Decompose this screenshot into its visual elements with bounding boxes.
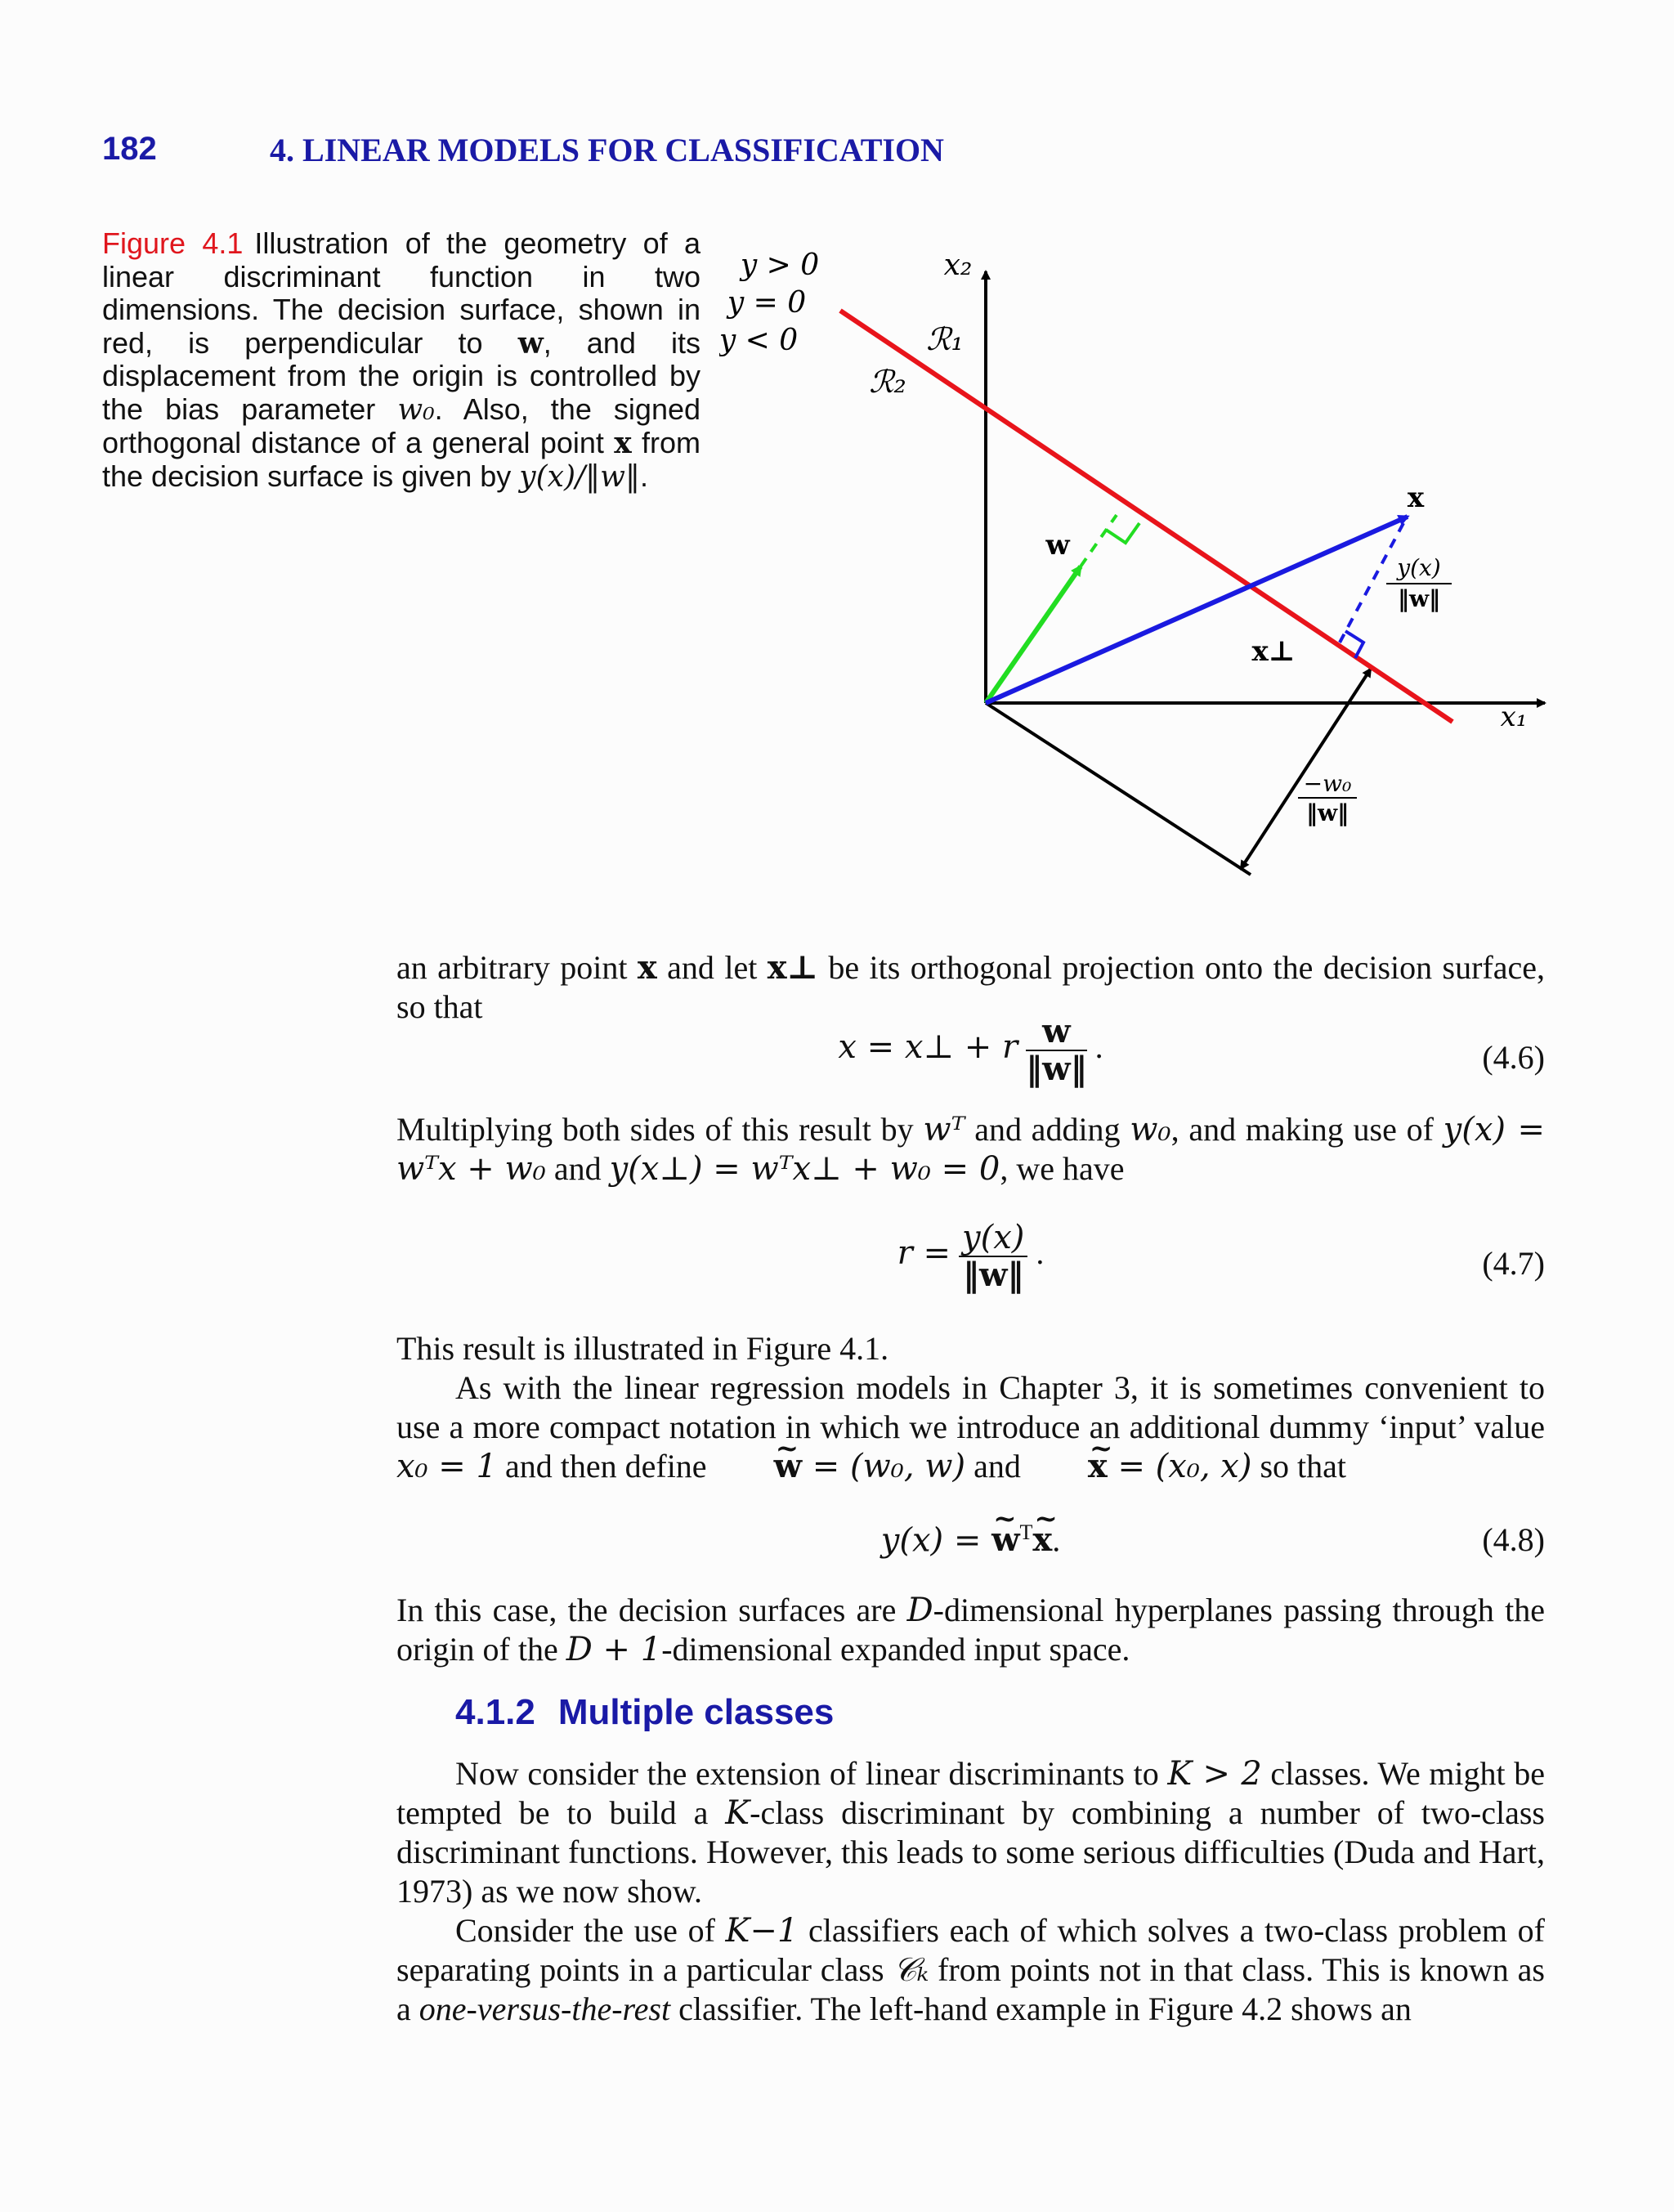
text-run: This result is illustrated in Figure 4.1. (396, 1330, 889, 1367)
inline-math: = (x₀, x) (1107, 1448, 1252, 1485)
label-x1: x₁ (1500, 701, 1528, 733)
inline-math: wᵀ (923, 1111, 965, 1149)
paragraph (396, 1110, 1545, 1189)
fraction-denominator: ‖w‖ (962, 1256, 1024, 1294)
text-run: Now consider the extension of linear discriminants to (455, 1755, 1168, 1792)
equation-number: (4.7) (1482, 1245, 1545, 1282)
caption-text: . Also, the signed orthogonal distance of a general point (102, 392, 701, 459)
figure-label: Figure 4.1 (102, 226, 244, 260)
w-right-angle-marker (1106, 523, 1139, 543)
paragraph (396, 1329, 1545, 1368)
equation-body (396, 1220, 1545, 1293)
text-run: from points not in that class. This is known as a (396, 1951, 1546, 2027)
inline-math: 𝒞ₖ (893, 1951, 929, 1989)
inline-math: ~ w (991, 1520, 1019, 1559)
inline-math: y(x) = wᵀx + w₀ (396, 1111, 1545, 1188)
text-run: so that (1251, 1448, 1347, 1484)
text-run: As with the linear regression models in Chapter 3, it is sometimes convenient to use a more compact notation in which we introduce an additional dummy ‘input’ value (396, 1369, 1545, 1445)
label-w: w (1045, 529, 1070, 562)
text-run: an arbitrary point (396, 949, 638, 986)
text-run: and (545, 1150, 610, 1187)
fraction-numerator: y(x) (959, 1220, 1027, 1257)
paragraph (396, 1368, 1545, 1486)
text-run: Multiplying both sides of this result by (396, 1111, 924, 1148)
caption-math: x (614, 426, 632, 460)
caption-text: Illustration of the geometry of a linear discriminant function in two dimensions. The decision surface, shown in red, is perpendicular to (102, 226, 701, 360)
inline-math: ~ w (715, 1447, 802, 1486)
label-y-gt-0: y > 0 (740, 249, 820, 282)
inline-math: ~ x (1029, 1447, 1108, 1486)
inline-math: K (725, 1794, 750, 1832)
equation-4-6 (396, 1014, 1545, 1087)
paragraph (396, 1591, 1545, 1669)
equation-body (396, 1014, 1545, 1087)
text-run: -class discriminant by combining a number of two-class discriminant functions. However, this leads to some serious difficulties (Duda and Hart, 1973) as we now show. (396, 1794, 1546, 1910)
inline-math: ~ x (1032, 1520, 1052, 1559)
section-title: Multiple classes (557, 1692, 835, 1732)
bias-distance-arrow (1241, 669, 1371, 869)
label-x: x (1407, 481, 1425, 514)
inline-math: K > 2 (1167, 1755, 1262, 1793)
text-run: classifiers each of which solves a two-class problem of separating points in a particular class (396, 1912, 1545, 1988)
text-run: -dimensional hyperplanes passing through the origin of the (396, 1592, 1545, 1668)
equation-end: . (1052, 1521, 1061, 1559)
section-number: 4.1.2 (455, 1692, 535, 1732)
inline-math: w₀ (1130, 1111, 1171, 1149)
caption-text: . (639, 459, 648, 493)
equation-end: . (1036, 1234, 1045, 1272)
equation-4-7 (396, 1220, 1545, 1293)
caption-math: w₀ (397, 392, 435, 427)
caption-text: , and its displacement from the origin is controlled by the bias parameter (102, 325, 700, 426)
equation-lhs: r = (897, 1234, 951, 1273)
section-heading (455, 1692, 834, 1733)
text-run: and then define (497, 1448, 715, 1484)
decision-surface (840, 311, 1452, 722)
label-normw-den: ‖w‖ (1305, 799, 1349, 826)
inline-math: K−1 (725, 1912, 799, 1950)
text-run: and (965, 1448, 1029, 1484)
equation-number: (4.6) (1482, 1039, 1545, 1076)
fraction-numerator: w (1026, 1014, 1086, 1051)
text-run: In this case, the decision surfaces are (396, 1592, 907, 1628)
text-run: and let (656, 949, 768, 986)
equation-number: (4.8) (1482, 1521, 1545, 1558)
chapter-title: 4. LINEAR MODELS FOR CLASSIFICATION (270, 132, 944, 168)
inline-math: y(x⊥) = wᵀx⊥ + w₀ = 0 (609, 1150, 1000, 1188)
caption-math: w (517, 325, 544, 360)
paragraph (396, 1754, 1545, 1911)
caption-math: y(x)/‖w‖ (519, 459, 640, 494)
text-run: and adding (965, 1111, 1130, 1148)
lower-support-line (986, 703, 1251, 875)
caption-text: from the decision surface is given by (102, 426, 700, 493)
figure-caption (102, 227, 700, 494)
paragraph (396, 1911, 1545, 2029)
w-extension-dashed (1081, 515, 1117, 566)
text-run: , and making use of (1170, 1111, 1443, 1148)
equation-end: . (1094, 1028, 1103, 1066)
label-normw-den: ‖w‖ (1397, 585, 1441, 612)
page-header (102, 131, 1573, 180)
equation-lhs: y(x) = (880, 1521, 992, 1560)
equation-lhs: x = x⊥ + r (838, 1028, 1018, 1067)
emphasis-text: one-versus-the-rest (418, 1990, 671, 2027)
text-run: , we have (1000, 1150, 1125, 1187)
equation-body (396, 1520, 1545, 1559)
inline-math: = (w₀, w) (802, 1448, 966, 1485)
label-R2: ℛ₂ (869, 364, 906, 400)
linear-discriminant-figure (719, 237, 1602, 907)
inline-math: x₀ = 1 (396, 1448, 497, 1485)
text-run: classes. We might be tempted be to build a (396, 1755, 1546, 1831)
fraction-denominator: ‖w‖ (1026, 1050, 1087, 1088)
text-run: -dimensional expanded input space. (661, 1631, 1130, 1668)
fraction (1026, 1014, 1086, 1087)
label-x-perp: x⊥ (1251, 635, 1296, 668)
inline-math: D + 1 (566, 1631, 662, 1668)
label-y-lt-0: y < 0 (719, 324, 799, 357)
label-x2: x₂ (943, 249, 973, 282)
text-run: be its orthogonal projection onto the decision surface, so that (396, 949, 1546, 1025)
inline-math: x (637, 948, 657, 987)
label-neg-w0-num: −w₀ (1303, 770, 1352, 797)
superscript: T (1019, 1520, 1033, 1544)
equation-4-8 (396, 1520, 1545, 1569)
inline-math: D (906, 1592, 933, 1629)
text-run: Consider the use of (455, 1912, 726, 1949)
label-yx-num: y(x) (1397, 554, 1441, 581)
fraction (959, 1220, 1027, 1293)
label-R1: ℛ₁ (926, 321, 964, 357)
text-run: classifier. The left-hand example in Figure 4.2 shows an (670, 1990, 1412, 2027)
page-number: 182 (102, 131, 157, 167)
label-y-eq-0: y = 0 (727, 286, 807, 320)
inline-math: x⊥ (767, 948, 818, 987)
